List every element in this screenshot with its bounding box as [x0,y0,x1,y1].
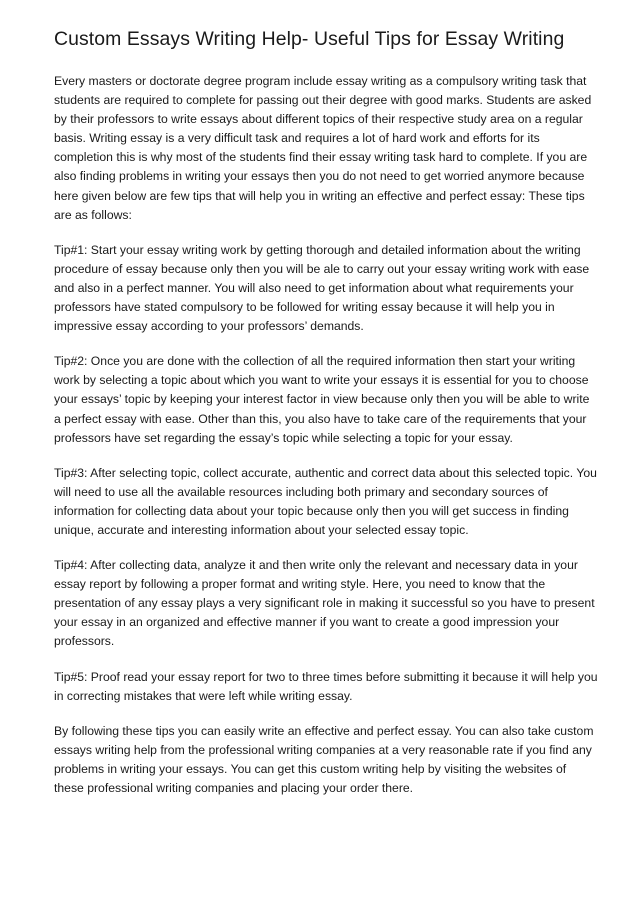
paragraph-tip-5: Tip#5: Proof read your essay report for two to three times before submitting it because it will help you in correcting mistakes that were left while writing essay. [54,669,598,703]
document-title: Custom Essays Writing Help- Useful Tips for Essay Writing [54,28,565,50]
paragraph-conclusion: By following these tips you can easily write an effective and perfect essay. You can also take custom essays writing help from the professional writing companies at a very reasonable rate if you find any problems in writing your essays. You can get this custom writing help by visiting the websites of these professional writing companies and placing your order there. [54,723,594,795]
paragraph-tip-2: Tip#2: Once you are done with the collection of all the required information then start your writing work by selecting a topic about which you want to write your essays it is essential for you to choose your essays’ topic by keeping your interest factor in view because only then you will be able to write a perfect essay with ease. Other than this, you also have to take care of the requirements that your professors have set regarding the essay’s topic while selecting a topic for your essay. [54,354,590,445]
paragraph-tip-3: Tip#3: After selecting topic, collect accurate, authentic and correct data about this selected topic. You will need to use all the available resources including both primary and secondary sources of information for collecting data about your topic because only then you will get success in finding unique, accurate and interesting information about your selected essay topic. [54,465,597,537]
paragraph-tip-4: Tip#4: After collecting data, analyze it and then write only the relevant and necessary data in your essay report by following a proper format and writing style. Here, you need to know that the presentation of any essay plays a very significant role in making it successful so you have to present your essay in an organized and effective manner if you want to create a good impression your professors. [54,558,595,649]
paragraph-intro: Every masters or doctorate degree program include essay writing as a compulsory writing task that students are required to complete for passing out their degree with good marks. Students are asked by their professors to write essays about different topics of their respective study area on a regular basis. Writing essay is a very difficult task and requires a lot of hard work and efforts for its completion this is why most of the students find their essay writing task hard to complete. If you are also finding problems in writing your essays then you do not need to get worried anymore because here given below are few tips that will help you in writing an effective and perfect essay: These tips are as follows: [54,74,592,222]
paragraph-tip-1: Tip#1: Start your essay writing work by getting thorough and detailed information about the writing procedure of essay because only then you will be ale to carry out your essay writing work with ease and also in a perfect manner. You will also need to get information about what requirements your professors have stated compulsory to be followed for writing essay because it will help you in impressive essay according to your professors’ demands. [54,242,590,334]
